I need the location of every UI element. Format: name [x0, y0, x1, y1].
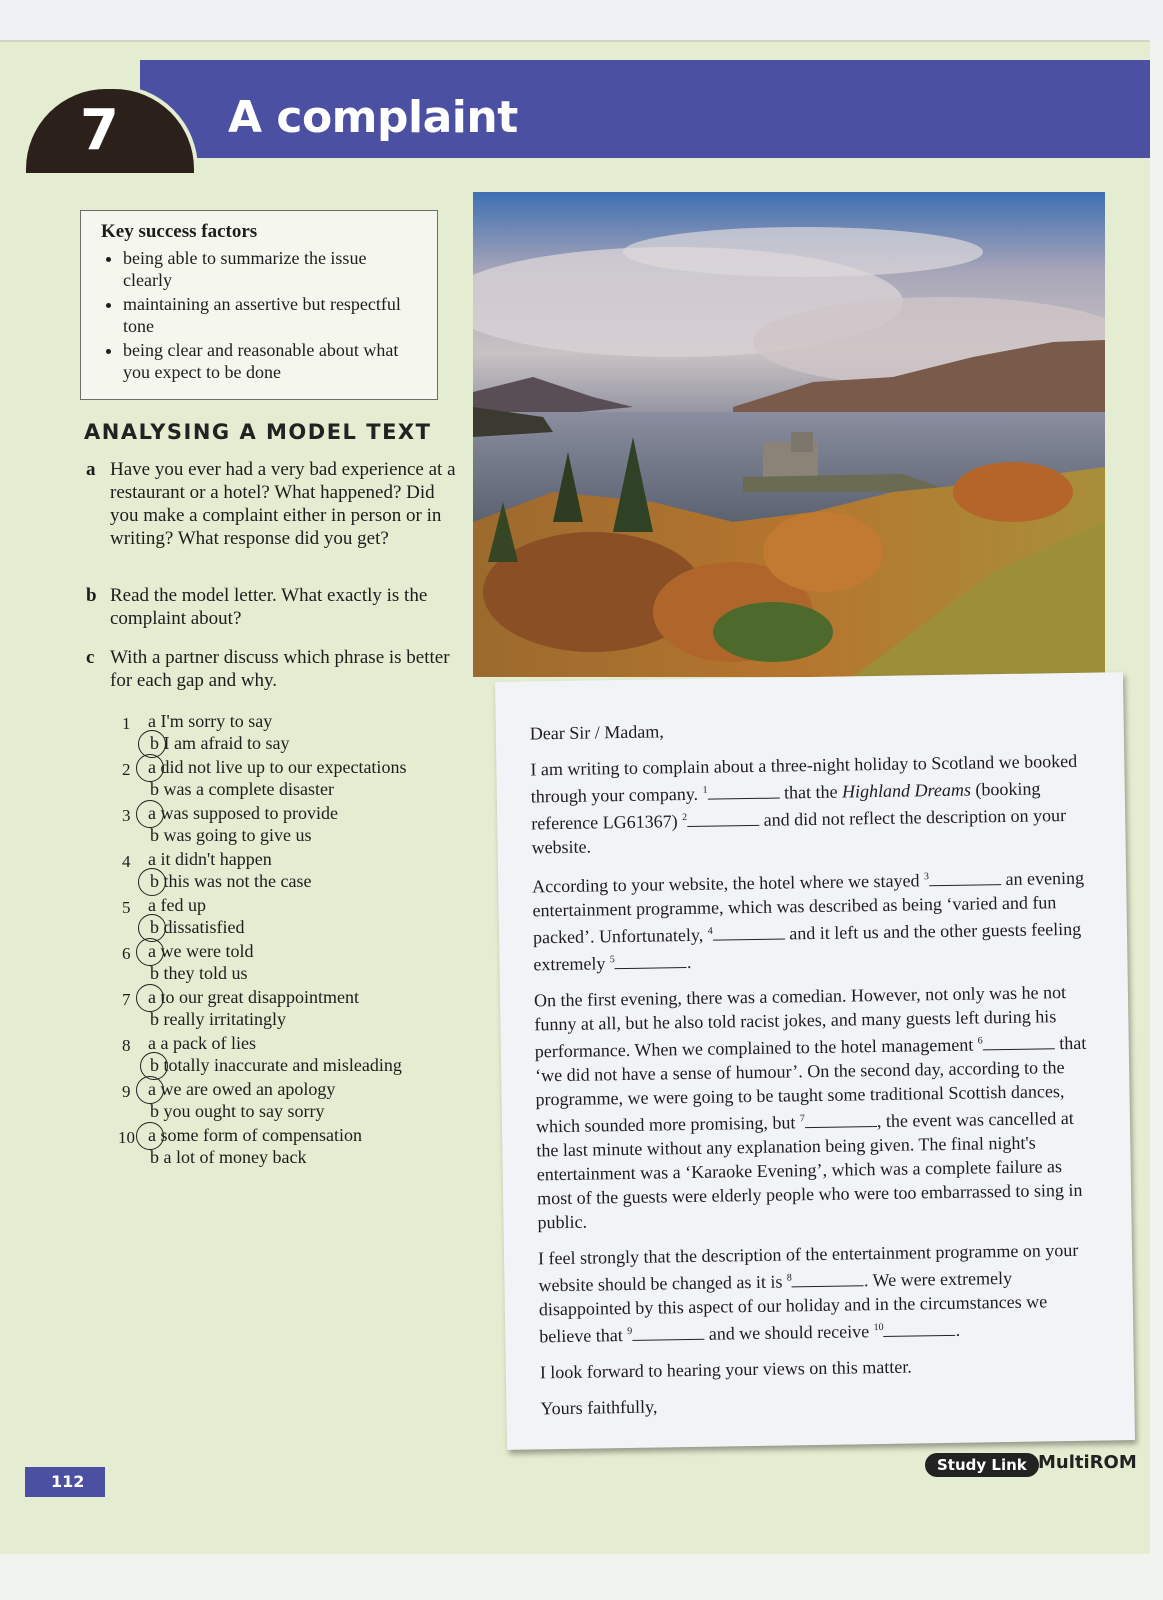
question-label: c — [86, 647, 95, 668]
key-success-list — [101, 247, 417, 383]
question-a — [86, 458, 456, 550]
option-number: 8 — [122, 1036, 131, 1055]
letter-text: that ‘we did not have a sense of humour’. On the second day, according to the programme, we were going to be taught some traditional Scottish dances, which sounded more promising, but — [535, 1032, 1087, 1137]
option-b: b was going to give us — [150, 825, 312, 845]
scan-margin — [0, 0, 1163, 40]
option-a: a to our great disappointment — [148, 987, 359, 1007]
letter-text: Highland Dreams — [841, 779, 972, 802]
gap-blank — [792, 1271, 864, 1287]
letter-closing: Yours faithfully, — [540, 1396, 658, 1419]
option-a: a we were told — [148, 941, 254, 961]
option-b: b totally inaccurate and misleading — [150, 1055, 402, 1075]
question-text: Read the model letter. What exactly is the complaint about? — [110, 585, 428, 629]
option-a: a did not live up to our expectations — [148, 757, 407, 777]
answer-circle — [136, 1122, 164, 1150]
gap-number: 6 — [977, 1035, 983, 1047]
option-number: 5 — [122, 898, 131, 917]
letter-text: (booking reference LG61367) — [531, 778, 1041, 834]
option-b: b you ought to say sorry — [150, 1101, 325, 1121]
question-label: b — [86, 585, 97, 606]
option-b: b I am afraid to say — [150, 733, 290, 753]
answer-circle — [138, 868, 166, 896]
answer-circle — [136, 754, 164, 782]
key-success-heading: Key success factors — [101, 221, 258, 242]
gap-number: 4 — [707, 925, 713, 937]
model-letter — [495, 672, 1135, 1450]
option-number: 2 — [122, 760, 131, 779]
option-a: a it didn't happen — [148, 849, 272, 869]
gap-blank — [687, 811, 759, 827]
gap-blank — [615, 953, 687, 969]
option-b: b a lot of money back — [150, 1147, 307, 1167]
gap-blank — [884, 1321, 956, 1337]
gap-blank — [983, 1034, 1055, 1050]
option-a: a some form of compensation — [148, 1125, 362, 1145]
landscape-photo — [473, 192, 1105, 677]
letter-text: and we should receive — [708, 1321, 870, 1344]
unit-number: 7 — [80, 98, 119, 163]
option-a: a fed up — [148, 895, 206, 915]
option-number: 4 — [122, 852, 131, 871]
answer-circle — [136, 984, 164, 1012]
gap-number: 10 — [873, 1321, 884, 1334]
option-b: b they told us — [150, 963, 248, 983]
letter-paragraph-1 — [530, 749, 1086, 860]
option-a: a a pack of lies — [148, 1033, 256, 1053]
gap-number: 9 — [627, 1325, 633, 1338]
letter-text: and it left us and the other guests feeling extremely — [533, 918, 1082, 975]
letter-paragraph-4: I feel strongly that the description of the entertainment programme on your website should be changed as it is $^8$ . We were extremely disappointed by this aspect of our holiday and in the circumstances we believe that $^9$ and we should receive $^{10}$ . — [537, 1239, 1079, 1347]
option-number: 1 — [122, 714, 131, 733]
letter-text: I am writing to complain about a three-night holiday to Scotland we booked through your company. — [530, 750, 1078, 807]
key-success-item: • being clear and reasonable about what you expect to be done — [123, 339, 417, 383]
key-success-item: • being able to summarize the issue clearly — [123, 247, 417, 291]
option-number: 3 — [122, 806, 131, 825]
option-b: b was a complete disaster — [150, 779, 334, 799]
option-number: 9 — [122, 1082, 131, 1101]
option-a: a we are owed an apology — [148, 1079, 336, 1099]
page-title: A complaint — [228, 92, 518, 143]
letter-text: an evening entertainment programme, which was described as being ‘varied and fun packed’. Unfortunately, — [532, 867, 1085, 948]
gap-number: 8 — [786, 1272, 792, 1284]
letter-text: , the event was cancelled at the last minute without any explanation being given. The final night's entertainment was a ‘Karaoke Evening’, which was a complete failure as most of the guests were elderly people who were too embarrassed to sing in public. — [536, 1107, 1083, 1233]
option-number: 7 — [122, 990, 131, 1009]
key-success-box — [80, 210, 438, 400]
gap-blank — [632, 1325, 704, 1341]
section-heading: ANALYSING A MODEL TEXT — [84, 420, 432, 444]
page-number: 112 — [25, 1467, 105, 1497]
answer-circle — [136, 1076, 164, 1104]
gap-number: 7 — [799, 1113, 805, 1125]
gap-number: 2 — [681, 812, 688, 824]
multirom-label: MultiROM — [1038, 1452, 1137, 1473]
letter-paragraph-2: According to your website, the hotel where we stayed $^3$ an evening entertainment programme, which was described as being ‘varied and fun packed’. Unfortunately, $^4$ and it left us and the other guests feeling extremely $^5$ . — [532, 867, 1085, 975]
letter-salutation: Dear Sir / Madam, — [529, 721, 664, 744]
question-text: With a partner discuss which phrase is better for each gap and why. — [110, 647, 450, 691]
question-b — [86, 584, 456, 630]
option-b: b really irritatingly — [150, 1009, 286, 1029]
gap-blank — [713, 924, 785, 940]
letter-text: According to your website, the hotel where we stayed — [532, 870, 920, 897]
key-success-item: • maintaining an assertive but respectful tone — [123, 293, 417, 337]
study-link-badge: Study Link — [925, 1453, 1039, 1477]
gap-number: 3 — [923, 871, 930, 883]
castle-landscape-image — [473, 192, 1105, 677]
gap-number: 1 — [702, 784, 708, 796]
letter-text: and did not reflect the description on your website. — [531, 805, 1067, 858]
answer-circle — [136, 800, 164, 828]
gap-number: 5 — [609, 954, 615, 966]
answer-circle — [136, 938, 164, 966]
question-text: Have you ever had a very bad experience at a restaurant or a hotel? What happened? Did you make a complaint either in person or in writing? What response did you get? — [110, 459, 456, 549]
gap-blank — [707, 784, 779, 800]
question-c — [86, 646, 456, 692]
letter-text: On the first evening, there was a comedian. However, not only was he not funny at all, but he also told racist jokes, and many guests left during his performance. When we complained to the hotel management — [533, 982, 1067, 1062]
letter-text: . We were extremely disappointed by this aspect of our holiday and in the circumstances we believe that — [538, 1267, 1048, 1347]
option-b: b dissatisfied — [150, 917, 245, 937]
option-number: 6 — [122, 944, 131, 963]
option-a: a I'm sorry to say — [148, 711, 273, 731]
option-number: 10 — [118, 1128, 135, 1147]
letter-paragraph-3 — [534, 980, 1092, 1235]
letter-paragraph-5: I look forward to hearing your views on this matter. — [539, 1356, 912, 1383]
gap-blank — [805, 1112, 877, 1128]
question-label: a — [86, 459, 96, 480]
letter-text: that the — [783, 781, 838, 803]
option-a: a was supposed to provide — [148, 803, 338, 823]
letter-text: I feel strongly that the description of the entertainment programme on your website should be changed as it is — [537, 1239, 1079, 1296]
gap-blank — [929, 870, 1001, 886]
option-b: b this was not the case — [150, 871, 312, 891]
